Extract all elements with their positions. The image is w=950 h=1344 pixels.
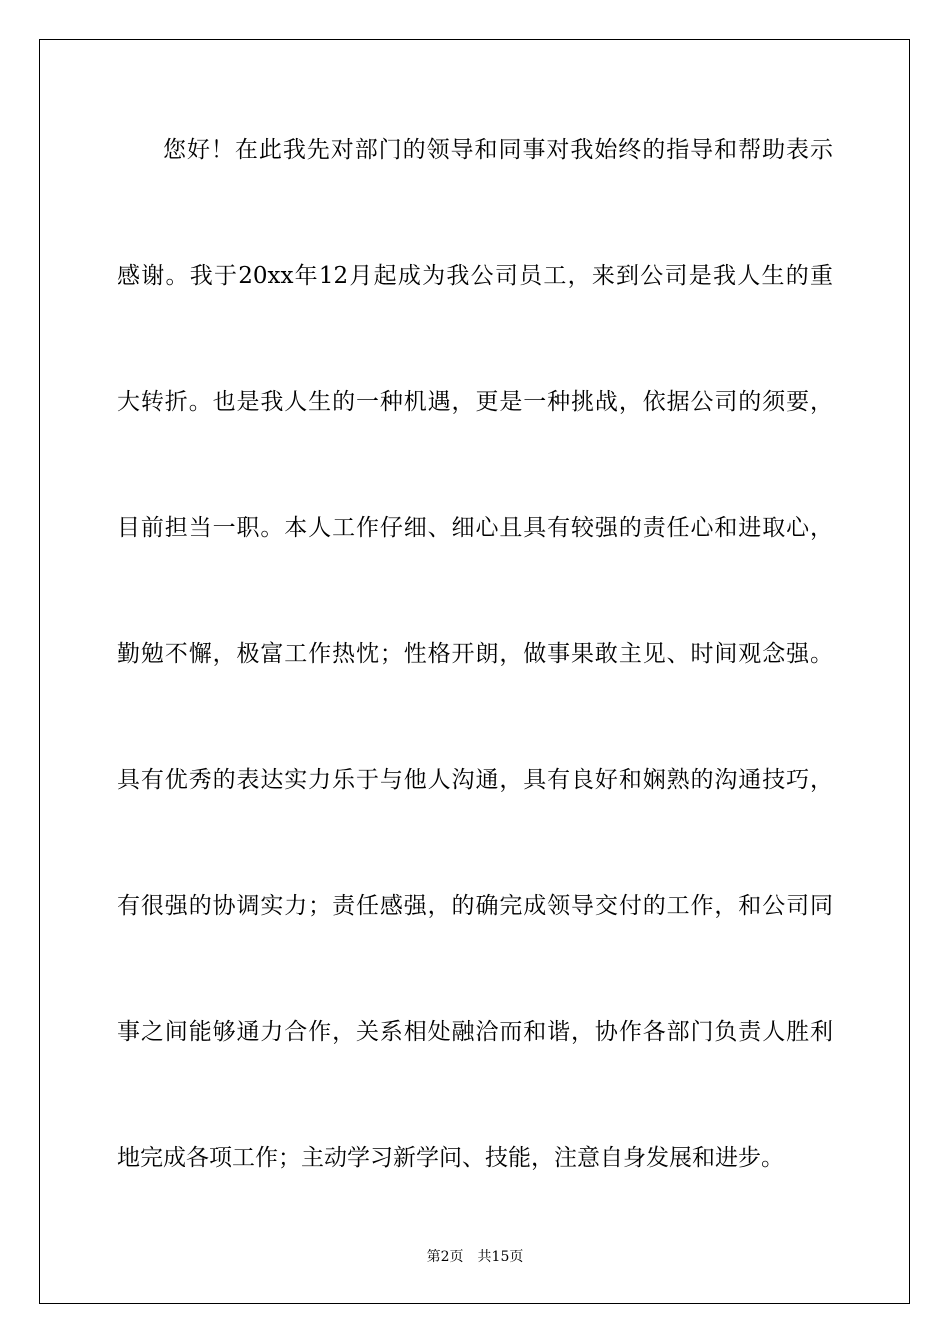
paragraph-line: 具有优秀的表达实力乐于与他人沟通，具有良好和娴熟的沟通技巧，: [117, 767, 833, 793]
paragraph-line: 地完成各项工作；主动学习新学问、技能，注意自身发展和进步。: [117, 1145, 784, 1171]
paragraph-line: 感谢。我于20xx年12月起成为我公司员工，来到公司是我人生的重: [117, 263, 833, 289]
page-total: 共15页: [477, 1249, 524, 1265]
page-number: 第2页: [426, 1249, 464, 1265]
paragraph-line: 勤勉不懈，极富工作热忱；性格开朗，做事果敢主见、时间观念强。: [117, 641, 833, 667]
paragraph-line: 目前担当一职。本人工作仔细、细心且具有较强的责任心和进取心，: [117, 515, 833, 541]
paragraph-line: 事之间能够通力合作，关系相处融洽而和谐，协作各部门负责人胜利: [117, 1019, 833, 1045]
paragraph-line: 您好！在此我先对部门的领导和同事对我始终的指导和帮助表示: [163, 137, 833, 163]
paragraph-line: 有很强的协调实力；责任感强，的确完成领导交付的工作，和公司同: [117, 893, 833, 919]
page-footer: [0, 1247, 950, 1267]
body-text: [117, 126, 833, 1260]
paragraph-line: 大转折。也是我人生的一种机遇，更是一种挑战，依据公司的须要，: [117, 389, 833, 415]
